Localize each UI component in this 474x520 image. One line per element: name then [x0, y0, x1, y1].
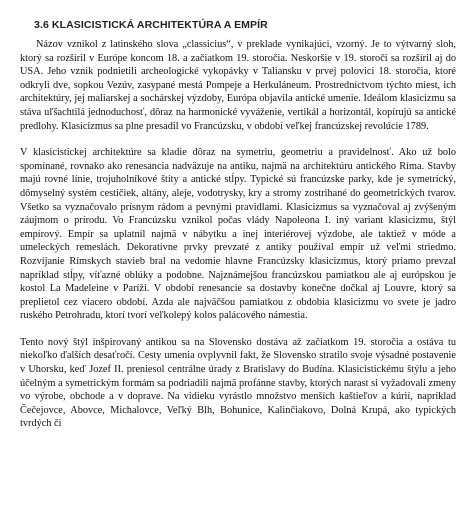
paragraph-architecture: V klasicistickej architektúre sa kladie dôraz na symetriu, geometriu a pravidelnosť. Ako už bolo spomínané, rovnako ako renesancia nadväzuje na antiku, najmä na architektúru antického Ríma. Stavby majú rovné línie, trojuholníkové štíty a antické stĺpy. Typické sú francúzske parky, kde je symetrický, dômyselný systém cestičiek, altány, aleje, vodotrysky, kry a stromy zostrihané do geometrických tvarov. Všetko sa vyznačovalo prísnym rádom a pevnými pravidlami. Klasicizmus sa vyznačoval aj zvýšeným záujmom o prírodu. Vo Francúzsku vznikol počas vlády Napoleona I. iný variant klasicizmu, štýl empírový. Empír sa uplatnil najmä v nábytku a inej interiérovej výzdobe, ale taktiež v móde a umeleckých remeslách. Dekoratívne prvky prevzaté z antiky používal empír už veľmi striedmo. Rozvíjanie Rímskych stavieb bral na vedomie hlavne Francúzsky klasicizmus, ktorý priamo prevzal napríklad stĺpy, víťazné oblúky a podobne. Najznámejšou francúzskou pamiatkou ale aj európskou je kostol La Madeleine v Paríži. V období renesancie sa dostavby konečne dočkal aj Louvre, ktorý sa preplietol cez viacero období. Azda ale najväčšou pamiatkou z obdobia klasicizmu vo svete je jadro ruského Petrohradu, ktorí tvorí veľkolepý kolos palácového námestia.	[20, 147, 456, 322]
section-heading: 3.6 KLASICISTICKÁ ARCHITEKTÚRA A EMPÍR	[34, 19, 268, 31]
paragraph-slovakia: Tento nový štýl inšpirovaný antikou sa na Slovensko dostáva až začiatkom 19. storočia a ostáva tu niekoľko ďalších desaťročí. Cesty umenia ovplyvnil fakt, že Slovensko stratilo svoje výsadné postavenie v Uhorsku, keď Jozef II. preniesol centrálne úrady z Bratislavy do Budína. Klasicistickému štýlu a jeho účelným a symetrickým formám sa podriadili najmä profánne stavby, ktorých narast si vyžadovali zmeny vo výrobe, obchode a v doprave. Na vidieku vyrástlo množstvo menších kaštieľov a kúrií, napríklad Čečejovce, Abovce, Michalovce, Veľký Blh, Bohunice, Kalinčiakovo, Dolná Krupá, ako typických tvrdých či	[20, 336, 456, 430]
paragraph-intro: Názov vznikol z latinského slova „classicius“, v preklade vynikajúci, vzorný. Je to výtvarný sloh, ktorý sa rozšíril v Európe koncom 18. a začiatkom 19. storočia. Neskoršie v 19. storočí sa rozšíril aj do USA. Jeho vznik podnietili archeologické vykopávky v Taliansku v prvej polovici 18. storočia, ktoré odkryli dve, sopkou Vezúv, zasypané mestá Pompeje a Herkuláneum. Prostredníctvom týchto miest, ich architektúry, jej maliarskej a sochárskej výzdoby, Európa objavila antické umenie. Ideálom klasicizmu sa stáva uľšachtilá jednoduchosť, dôraz na harmonické vyváženie, vertikál a horizontál, kopírujú sa antické predlohy. Klasicizmus sa plne presadil vo Francúzsku, v období veľkej francúzskej revolúcie 1789.	[20, 39, 456, 132]
